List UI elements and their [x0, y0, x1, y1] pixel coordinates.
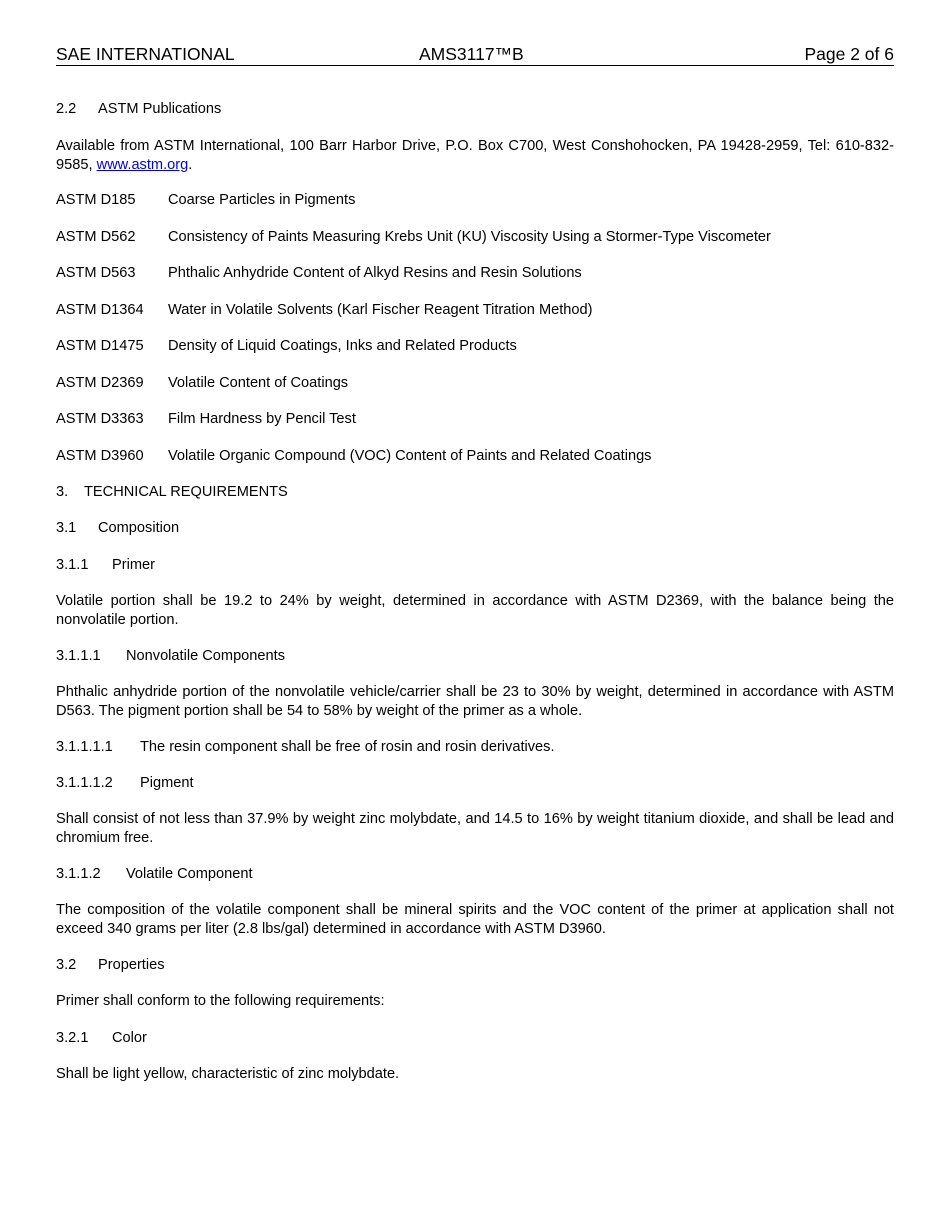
section-title: Composition [98, 520, 180, 536]
section-title: Primer [112, 557, 155, 573]
header-organization: SAE INTERNATIONAL [56, 44, 235, 64]
astm-availability-paragraph [56, 137, 894, 174]
reference-item [56, 410, 894, 429]
astm-website-link[interactable]: www.astm.org [96, 156, 189, 173]
reference-title: Volatile Organic Compound (VOC) Content of Paints and Related Coatings [168, 448, 652, 464]
section-3-1-1-heading [56, 556, 894, 575]
reference-item [56, 374, 894, 393]
color-paragraph: Shall be light yellow, characteristic of zinc molybdate. [56, 1066, 400, 1082]
section-number: 3.2 [56, 957, 77, 973]
section-title: Volatile Component [126, 866, 253, 882]
reference-title: Coarse Particles in Pigments [168, 192, 356, 208]
section-number: 3.1.1.1.1 [56, 739, 113, 755]
availability-text: Available from ASTM International, 100 Barr Harbor Drive, P.O. Box C700, West Conshohocken, PA 19428-2959, Tel: 610-832-9585, [56, 138, 894, 173]
reference-item [56, 191, 894, 210]
section-3-2-1-heading [56, 1029, 894, 1048]
availability-end: . [188, 156, 193, 173]
section-title: Pigment [140, 775, 194, 791]
reference-title: Density of Liquid Coatings, Inks and Related Products [168, 338, 517, 354]
section-title: Color [112, 1030, 147, 1046]
header-document-id: AMS3117™B [419, 44, 524, 64]
reference-title: Film Hardness by Pencil Test [168, 411, 356, 427]
nonvolatile-paragraph: Phthalic anhydride portion of the nonvolatile vehicle/carrier shall be 23 to 30% by weight, determined in accordance with ASTM D563. The pigment portion shall be 54 to 58% by weight of the primer as a whole. [56, 684, 894, 719]
volatile-component-paragraph: The composition of the volatile component shall be mineral spirits and the VOC content of the primer at application shall not exceed 340 grams per liter (2.8 lbs/gal) determined in accordance with ASTM D3960. [56, 902, 894, 937]
section-number: 3.2.1 [56, 1030, 89, 1046]
reference-title: Volatile Content of Coatings [168, 375, 349, 391]
section-3-2-heading [56, 956, 894, 975]
reference-item [56, 301, 894, 320]
primer-paragraph: Volatile portion shall be 19.2 to 24% by weight, determined in accordance with ASTM D2369, with the balance being the nonvolatile portion. [56, 593, 894, 628]
section-number: 3. [56, 484, 69, 500]
section-3-1-1-1-1 [56, 738, 894, 757]
reference-title: Phthalic Anhydride Content of Alkyd Resins and Resin Solutions [168, 265, 582, 281]
section-3-heading [56, 483, 894, 502]
pigment-paragraph: Shall consist of not less than 37.9% by weight zinc molybdate, and 14.5 to 16% by weight titanium dioxide, and shall be lead and chromium free. [56, 811, 894, 846]
reference-item [56, 447, 894, 466]
reference-item [56, 228, 894, 247]
section-title: ASTM Publications [98, 101, 222, 117]
reference-item [56, 337, 894, 356]
section-number: 3.1.1.2 [56, 866, 101, 882]
section-3-1-heading [56, 519, 894, 538]
properties-paragraph: Primer shall conform to the following requirements: [56, 993, 385, 1009]
reference-code: ASTM D1475 [56, 338, 144, 354]
section-3-1-1-2-heading [56, 865, 894, 884]
reference-code: ASTM D3363 [56, 411, 144, 427]
section-number: 2.2 [56, 101, 77, 117]
reference-code: ASTM D3960 [56, 448, 144, 464]
section-text: The resin component shall be free of rosin and rosin derivatives. [140, 739, 555, 755]
reference-code: ASTM D562 [56, 229, 136, 245]
reference-code: ASTM D563 [56, 265, 136, 281]
section-title: Properties [98, 957, 165, 973]
section-number: 3.1.1.1 [56, 648, 101, 664]
section-3-1-1-1-heading [56, 647, 894, 666]
reference-code: ASTM D2369 [56, 375, 144, 391]
page-header [56, 44, 894, 66]
section-number: 3.1 [56, 520, 77, 536]
reference-code: ASTM D1364 [56, 302, 144, 318]
section-title: TECHNICAL REQUIREMENTS [84, 484, 288, 500]
section-2-2-heading [56, 100, 894, 119]
section-title: Nonvolatile Components [126, 648, 285, 664]
section-3-1-1-1-2-heading [56, 774, 894, 793]
reference-title: Consistency of Paints Measuring Krebs Unit (KU) Viscosity Using a Stormer-Type Viscometer [168, 229, 771, 245]
reference-item [56, 264, 894, 283]
reference-code: ASTM D185 [56, 192, 136, 208]
section-number: 3.1.1 [56, 557, 89, 573]
reference-title: Water in Volatile Solvents (Karl Fischer Reagent Titration Method) [168, 302, 593, 318]
header-page-number: Page 2 of 6 [804, 44, 894, 64]
section-number: 3.1.1.1.2 [56, 775, 113, 791]
